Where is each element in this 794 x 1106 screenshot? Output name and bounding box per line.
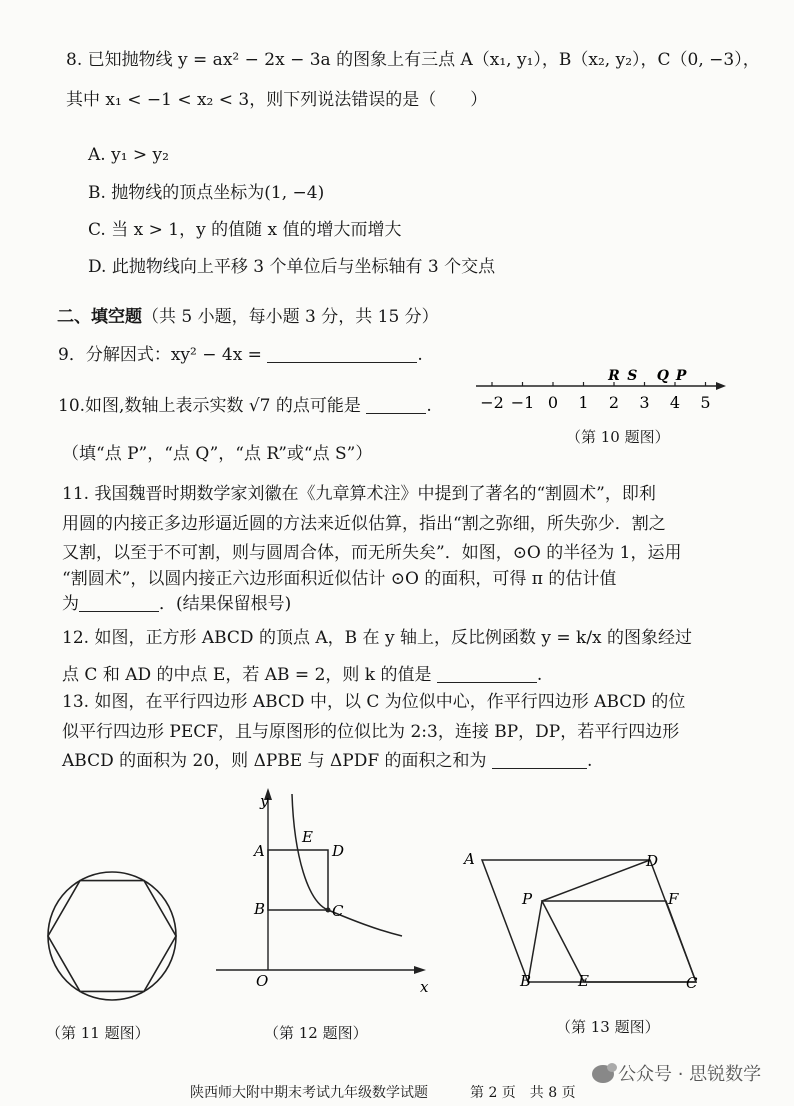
q11-line3: 又割，以至于不可割，则与圆周合体，而无所失矣”．如图，⊙O 的半径为 1，运用: [62, 543, 682, 563]
label-f: F: [668, 890, 679, 908]
label-e: E: [578, 972, 589, 990]
number-line-tick-label: −2: [480, 393, 504, 412]
label-d: D: [332, 842, 345, 860]
q11-caption: （第 11 题图）: [46, 1024, 150, 1042]
inscribed-hexagon: [48, 881, 176, 992]
q12-figure: [212, 786, 432, 1006]
q11-line2: 用圆的内接正多边形逼近圆的方法来近似估算，指出“割之弥细，所失弥少．割之: [62, 514, 666, 534]
q12-text: 点 C 和 AD 的中点 E，若 AB = 2，则 k 的值是: [62, 665, 432, 685]
q9-end: .: [417, 345, 423, 365]
q10-answer-blank[interactable]: [366, 395, 426, 414]
q8-stem-line2: 其中 x₁ < −1 < x₂ < 3，则下列说法错误的是（ ）: [66, 90, 488, 110]
number-line-tick-label: 1: [578, 393, 589, 412]
q9-stem: [58, 343, 423, 367]
label-y: y: [260, 792, 269, 810]
parallelogram-abcd: [482, 860, 696, 982]
label-p: P: [522, 890, 533, 908]
label-a: A: [464, 850, 475, 868]
number-line-point-label: R: [608, 368, 620, 384]
footer-page: 第 2 页 共 8 页: [470, 1085, 576, 1101]
q13-answer-blank[interactable]: [492, 750, 587, 769]
section-desc: （共 5 小题，每小题 3 分，共 15 分）: [142, 307, 439, 327]
q8-option-c: C. 当 x > 1，y 的值随 x 值的增大而增大: [88, 220, 402, 240]
number-line-tick-label: 3: [639, 393, 650, 412]
number-line-tick-label: 5: [700, 393, 711, 412]
label-b: B: [520, 972, 532, 990]
number-line-point-label: Q: [656, 368, 669, 384]
label-a: A: [254, 842, 265, 860]
q12-line1: 12. 如图，正方形 ABCD 的顶点 A，B 在 y 轴上，反比例函数 y = k/x 的图象经过: [62, 628, 693, 648]
segment-dp: [542, 860, 650, 901]
number-line-tick-label: 4: [669, 393, 681, 412]
q12-answer-blank[interactable]: [437, 664, 537, 683]
watermark-text: 公众号 · 思锐数学: [618, 1064, 762, 1085]
section-heading: [57, 305, 439, 329]
point-c: [326, 908, 331, 913]
q13-end: .: [586, 751, 593, 771]
q11-figure: [42, 866, 182, 1006]
label-c: C: [686, 974, 698, 992]
parallelogram-pecf: [542, 901, 696, 982]
q11-last-suffix: ．(结果保留根号): [159, 594, 292, 614]
hyperbola-curve: [292, 794, 402, 936]
arrow-right-icon: [716, 382, 726, 390]
segment-bp: [528, 901, 542, 982]
q11-line1: 11. 我国魏晋时期数学家刘徽在《九章算术注》中提到了著名的“割圆术”，即利: [62, 484, 656, 504]
label-d: D: [646, 852, 659, 870]
circle-o: [48, 872, 176, 1000]
arrow-right-icon: [414, 966, 426, 974]
section-title: 二、填空题: [57, 307, 142, 327]
number-line-tick-label: −1: [510, 393, 535, 412]
q8-option-a: A. y₁ > y₂: [88, 145, 169, 165]
q11-line4: “割圆术”，以圆内接正六边形面积近似估计 ⊙O 的面积，可得 π 的估计值: [62, 569, 617, 589]
q10-number-line-figure: [470, 358, 730, 418]
q13-line1: 13. 如图，在平行四边形 ABCD 中，以 C 为位似中心，作平行四边形 ABCD 的位: [62, 692, 686, 712]
q10-text: 10.如图,数轴上表示实数 √7 的点可能是: [58, 396, 361, 416]
square-abcd: [268, 850, 328, 910]
footer-title: 陕西师大附中期末考试九年级数学试题: [190, 1085, 428, 1101]
q8-option-b: B. 抛物线的顶点坐标为(1, −4): [88, 183, 325, 203]
wechat-icon: [592, 1065, 614, 1083]
q12-line2: [62, 663, 542, 687]
q11-last-prefix: 为: [62, 594, 79, 614]
q13-line3: [62, 749, 592, 773]
q10-end: .: [426, 396, 432, 416]
q13-caption: （第 13 题图）: [556, 1018, 660, 1036]
q12-caption: （第 12 题图）: [264, 1024, 368, 1042]
label-x: x: [420, 978, 429, 996]
q11-answer-blank[interactable]: [79, 593, 159, 612]
q13-figure: [460, 846, 720, 996]
number-line-tick-label: 2: [608, 393, 620, 412]
number-line-point-label: P: [675, 368, 687, 384]
q9-answer-blank[interactable]: [267, 344, 417, 363]
q10-stem: [58, 394, 432, 418]
q13-line2: 似平行四边形 PECF，且与原图形的位似比为 2:3，连接 BP，DP，若平行四边形: [62, 722, 680, 742]
label-b: B: [254, 900, 266, 918]
q10-caption: （第 10 题图）: [566, 428, 670, 446]
q8-stem-line1: 8. 已知抛物线 y = ax² − 2x − 3a 的图象上有三点 A（x₁, y₁），B（x₂, y₂），C（0, −3），: [66, 50, 760, 70]
q8-option-d: D. 此抛物线向上平移 3 个单位后与坐标轴有 3 个交点: [88, 257, 496, 277]
number-line-tick-label: 0: [547, 393, 559, 412]
q9-text: 9．分解因式：xy² − 4x =: [58, 345, 262, 365]
label-e: E: [302, 828, 313, 846]
label-c: C: [332, 902, 344, 920]
q11-line5: [62, 592, 291, 616]
number-line-point-label: S: [627, 368, 638, 384]
watermark: [592, 1060, 761, 1086]
label-o: O: [256, 972, 269, 990]
q10-hint: （填“点 P”，“点 Q”，“点 R”或“点 S”）: [62, 444, 373, 464]
q12-end: .: [536, 665, 543, 685]
q13-text: ABCD 的面积为 20，则 ΔPBE 与 ΔPDF 的面积之和为: [62, 751, 487, 771]
